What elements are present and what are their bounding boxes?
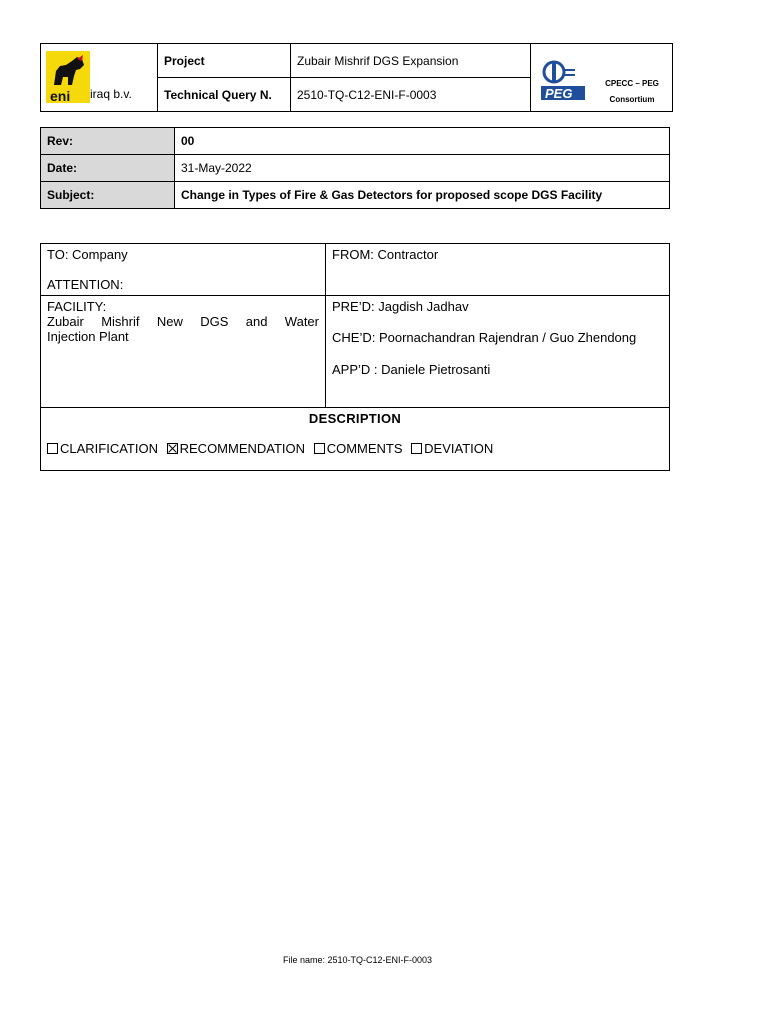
eni-dog-logo-icon xyxy=(46,51,90,103)
revision-table xyxy=(40,127,670,209)
clarification-checkbox[interactable] xyxy=(47,443,58,454)
facility-line1: Zubair Mishrif New DGS and Water xyxy=(47,314,319,329)
technical-query-label: Technical Query N. xyxy=(158,78,291,112)
from-cell xyxy=(326,244,670,296)
subject-label: Subject: xyxy=(41,182,175,209)
consortium-line2: Consortium xyxy=(609,95,655,104)
description-cell xyxy=(41,408,670,471)
comments-checkbox[interactable] xyxy=(314,443,325,454)
prepared-by: PRE’D: Jagdish Jadhav xyxy=(332,299,469,314)
recommendation-label: RECOMMENDATION xyxy=(179,441,306,456)
facility-label: FACILITY: xyxy=(47,299,107,314)
approved-by: APP’D : Daniele Pietrosanti xyxy=(332,362,491,377)
deviation-checkbox[interactable] xyxy=(411,443,422,454)
query-info-table xyxy=(40,243,670,471)
attention-label: ATTENTION: xyxy=(47,277,124,292)
file-name-footer: File name: 2510-TQ-C12-ENI-F-0003 xyxy=(282,955,433,965)
comments-label: COMMENTS xyxy=(326,441,403,456)
recommendation-checkbox[interactable] xyxy=(167,443,178,454)
consortium-text xyxy=(595,76,669,108)
from-contractor: FROM: Contractor xyxy=(332,247,439,262)
svg-text:eni: eni xyxy=(50,88,71,103)
to-cell xyxy=(41,244,326,296)
company-suffix: iraq b.v. xyxy=(90,87,132,101)
project-value: Zubair Mishrif DGS Expansion xyxy=(291,44,531,78)
facility-cell xyxy=(41,296,326,408)
description-title: DESCRIPTION xyxy=(308,411,402,426)
date-label: Date: xyxy=(41,155,175,182)
peg-logo-icon xyxy=(539,58,587,102)
date-value: 31-May-2022 xyxy=(175,155,670,182)
deviation-label: DEVIATION xyxy=(424,441,494,456)
eni-logo-cell xyxy=(41,44,158,112)
eni-logo xyxy=(46,51,156,107)
rev-value: 00 xyxy=(175,128,670,155)
rev-label: Rev: xyxy=(41,128,175,155)
to-company: TO: Company xyxy=(47,247,128,262)
header-table xyxy=(40,43,673,112)
svg-text:PEG: PEG xyxy=(545,86,573,101)
technical-query-value: 2510-TQ-C12-ENI-F-0003 xyxy=(291,78,531,112)
description-options xyxy=(47,441,663,456)
signoff-cell xyxy=(326,296,670,408)
facility-line2: Injection Plant xyxy=(47,329,129,344)
checked-by: CHE’D: Poornachandran Rajendran / Guo Zhendong xyxy=(332,330,637,345)
consortium-logo-cell xyxy=(531,44,673,112)
subject-value: Change in Types of Fire & Gas Detectors for proposed scope DGS Facility xyxy=(175,182,670,209)
project-label: Project xyxy=(158,44,291,78)
clarification-label: CLARIFICATION xyxy=(60,441,158,456)
consortium-line1: CPECC – PEG xyxy=(605,79,659,88)
